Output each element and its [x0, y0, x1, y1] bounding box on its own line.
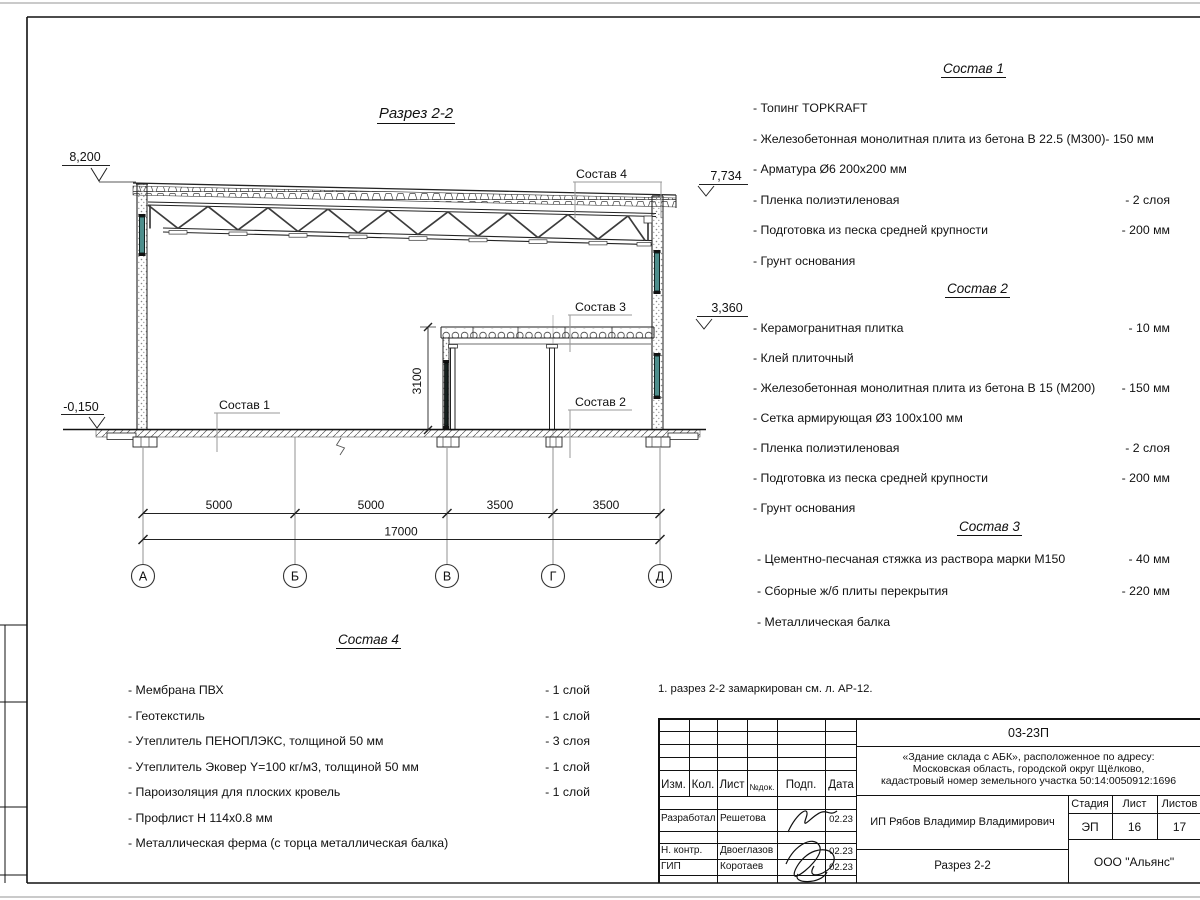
list-item: - Керамогранитная плитка - 10 мм	[753, 321, 1170, 335]
row-date: 02.23	[829, 814, 853, 825]
door-mezzanine	[445, 363, 449, 426]
list-item: - Утеплитель ПЕНОПЛЭКС, толщиной 50 мм - 3 слоя	[128, 734, 590, 748]
list-item: - Топинг TOPKRAFT	[753, 101, 868, 115]
row-name: Решетова	[720, 813, 766, 824]
list-item: - Сборные ж/б плиты перекрытия - 220 мм	[757, 583, 1170, 598]
row-name: Двоеглазов	[720, 845, 774, 856]
object-line1: «Здание склада с АБК», расположенное по адресу:	[902, 751, 1155, 763]
list3	[757, 544, 1170, 639]
col-izm: Изм.	[661, 779, 686, 791]
list3-heading: Состав 3	[959, 519, 1020, 534]
column-axis-g	[550, 348, 555, 430]
foundations	[133, 437, 670, 447]
list-item: - Пленка полиэтиленовая - 2 слоя	[753, 192, 1170, 207]
axis-g: Г	[549, 569, 557, 584]
svg-text:-0,150: -0,150	[63, 400, 99, 414]
list1-heading: Состав 1	[943, 61, 1004, 76]
row-role: Разработал	[661, 813, 716, 824]
list-item: - Геотекстиль - 1 слой	[128, 708, 590, 723]
axis-b: Б	[290, 569, 300, 584]
svg-text:3500: 3500	[486, 498, 514, 512]
list-item: - Сетка армирующая Ø3 100х100 мм	[753, 411, 963, 425]
svg-text:Состав 2: Состав 2	[575, 395, 626, 409]
window-right-wall-lower	[655, 356, 660, 396]
elevation-roof-left	[62, 150, 136, 182]
list-item: - Железобетонная монолитная плита из бетона В 22.5 (М300)- 150 мм	[753, 131, 1154, 146]
left-margin-boxes	[0, 625, 27, 883]
list-item: - Пленка полиэтиленовая - 2 слоя	[753, 441, 1170, 455]
list-item: - Профлист Н 114х0.8 мм	[128, 810, 273, 825]
row-name: Коротаев	[720, 861, 764, 872]
col-kol: Кол.	[691, 779, 715, 791]
elevation-roof-right	[698, 169, 748, 196]
project-code: 03-23П	[1008, 726, 1049, 740]
callouts	[214, 167, 662, 458]
window-right-wall-upper	[655, 253, 660, 291]
list4-heading: Состав 4	[338, 632, 399, 647]
object-line2: Московская область, городской округ Щёлково,	[912, 763, 1145, 775]
elevation-floor	[61, 400, 105, 428]
svg-text:3,360: 3,360	[711, 301, 743, 315]
svg-text:5000: 5000	[205, 498, 233, 512]
axis-bubbles	[132, 565, 672, 588]
dimension-chains	[139, 437, 665, 564]
sheet-value: 16	[1127, 820, 1142, 834]
row-role: Н. контр.	[661, 845, 703, 856]
list-item: - Мембрана ПВХ - 1 слой	[128, 683, 590, 697]
list-item: - Утеплитель Эковер Y=100 кг/м3, толщиной 50 мм - 1 слой	[128, 759, 590, 774]
left-wall	[136, 184, 148, 430]
col-list: Лист	[719, 779, 745, 791]
axis-a: А	[138, 569, 148, 584]
floor-slab	[63, 430, 706, 456]
sheets-label: Листов	[1161, 798, 1198, 810]
sheets-value: 17	[1172, 820, 1187, 834]
drawing-note: 1. разрез 2-2 замаркирован см. л. АР-12.	[658, 683, 873, 695]
axis-d: Д	[655, 569, 665, 584]
col-ndoc: №док.	[749, 782, 775, 792]
company-name: ООО "Альянс"	[1093, 855, 1175, 869]
svg-text:Состав 3: Состав 3	[575, 300, 626, 314]
row-role: ГИП	[661, 861, 681, 872]
list2	[753, 313, 1170, 523]
row-date: 02.23	[829, 862, 853, 873]
drawing-title: Разрез 2-2	[378, 105, 454, 122]
list-item: - Железобетонная монолитная плита из бетона В 15 (М200) - 150 мм	[753, 381, 1170, 395]
axis-v: В	[442, 569, 452, 584]
list-item: - Грунт основания	[753, 253, 856, 268]
hollow-core-slab	[442, 328, 654, 338]
list-item: - Клей плиточный	[753, 351, 854, 365]
list-item: - Подготовка из песка средней крупности - 200 мм	[753, 471, 1170, 485]
list1	[753, 93, 1170, 276]
col-podp: Подп.	[785, 779, 817, 791]
callout-sostav1	[214, 398, 280, 452]
list-item: - Металлическая ферма (с торца металлическая балка)	[128, 836, 449, 850]
svg-text:3500: 3500	[592, 498, 620, 512]
list-item: - Арматура Ø6 200х200 мм	[753, 162, 907, 176]
svg-text:Состав 1: Состав 1	[219, 398, 270, 412]
break-symbol	[337, 438, 345, 455]
list-item: - Подготовка из песка средней крупности - 200 мм	[753, 223, 1170, 237]
svg-text:17000: 17000	[384, 524, 418, 539]
dim-3100-text: 3100	[410, 367, 424, 395]
svg-text:8,200: 8,200	[69, 150, 101, 164]
dim-texts	[206, 498, 620, 539]
section-name: Разрез 2-2	[934, 860, 991, 872]
list-item: - Пароизоляция для плоских кровель - 1 слой	[128, 785, 590, 799]
svg-text:Состав 4: Состав 4	[576, 167, 627, 181]
list-item: - Цементно-песчаная стяжка из раствора марки М150 - 40 мм	[757, 552, 1170, 566]
client-name: ИП Рябов Владимир Владимирович	[870, 816, 1055, 828]
elevation-slab	[696, 301, 748, 329]
dim-3100	[410, 323, 436, 434]
list4	[128, 678, 590, 857]
svg-text:5000: 5000	[357, 498, 385, 512]
sheet-label: Лист	[1122, 798, 1147, 810]
stage-label: Стадия	[1071, 798, 1109, 810]
object-line3: кадастровый номер земельного участка 50:14:0050912:1696	[880, 775, 1177, 787]
list2-heading: Состав 2	[947, 281, 1008, 296]
stage-value: ЭП	[1081, 820, 1099, 834]
svg-text:7,734: 7,734	[710, 169, 742, 183]
col-data: Дата	[828, 779, 854, 791]
list-item: - Грунт основания	[753, 501, 856, 515]
right-wall	[644, 196, 663, 430]
list-item: - Металлическая балка	[757, 615, 891, 629]
callout-sostav2	[568, 395, 632, 458]
column-axis-v	[451, 348, 456, 430]
row-date: 02.23	[829, 846, 853, 857]
window-left-wall	[140, 217, 145, 253]
